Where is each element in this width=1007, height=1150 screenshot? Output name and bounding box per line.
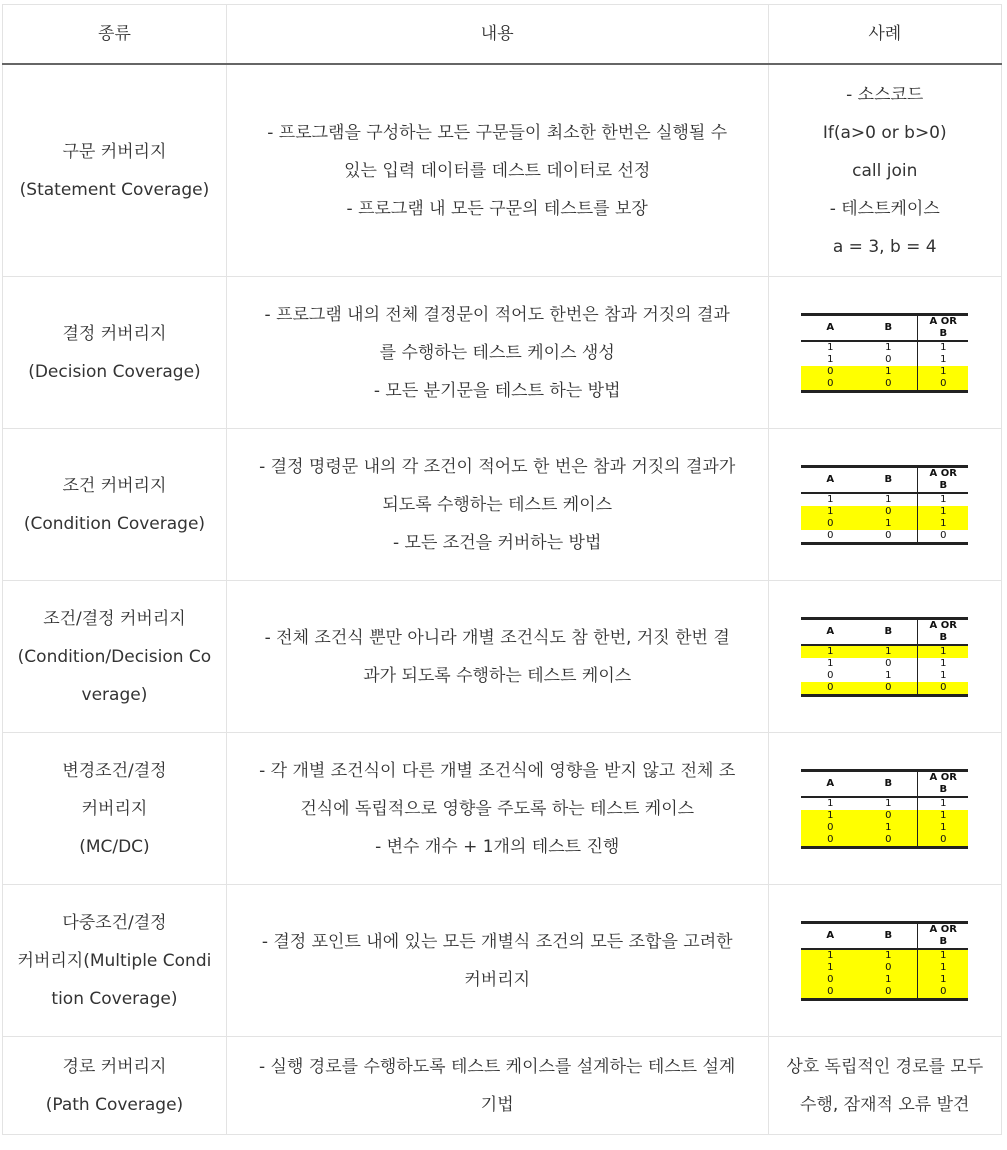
kind-line: (Condition/Decision Co	[17, 646, 212, 667]
truth-table-image	[779, 617, 992, 697]
truth-table-cell: 1	[885, 341, 892, 353]
content-line: - 모든 조건을 커버하는 방법	[392, 532, 602, 553]
example-line: 수행, 잠재적 오류 발견	[800, 1094, 970, 1115]
truth-table-cell: 1	[918, 354, 969, 366]
content-line: 있는 입력 데이터를 데스트 데이터로 선정	[344, 160, 651, 181]
truth-table-cell: 0	[859, 986, 918, 1000]
example-cell	[768, 277, 1002, 429]
truth-table-cell: 0	[885, 657, 892, 669]
truth-table	[801, 921, 968, 1001]
kind-line: (MC/DC)	[79, 836, 150, 857]
content-line: - 전체 조건식 뿐만 아니라 개별 조건식도 참 한번, 거짓 한번 결	[264, 627, 730, 648]
truth-table-cell: 1	[885, 493, 892, 505]
truth-table-cell: 1	[918, 658, 969, 670]
truth-table-row	[801, 949, 968, 962]
example-cell	[768, 1037, 1002, 1135]
example-line: 상호 독립적인 경로를 모두	[786, 1056, 984, 1077]
truth-table-row	[801, 378, 968, 392]
example-cell	[768, 581, 1002, 733]
table-row	[3, 885, 1002, 1037]
kind-line: 경로 커버리지	[62, 1056, 167, 1077]
content-line: 건식에 독립적으로 영향을 주도록 하는 테스트 케이스	[300, 798, 695, 819]
truth-table-cell: 0	[801, 518, 859, 530]
content-line: 를 수행하는 테스트 케이스 생성	[379, 342, 615, 363]
content-line: - 결정 명령문 내의 각 조건이 적어도 한 번은 참과 거짓의 결과가	[259, 456, 736, 477]
truth-table-row	[801, 986, 968, 1000]
truth-table-cell: 0	[801, 682, 859, 696]
kind-cell	[3, 581, 227, 733]
truth-table-cell: 1	[918, 645, 969, 658]
kind-line: 커버리지	[81, 798, 148, 819]
kind-line: tion Coverage)	[51, 988, 178, 1009]
truth-table-cell: 1	[918, 341, 969, 354]
truth-table-cell: 1	[859, 518, 918, 530]
truth-table-row	[801, 530, 968, 544]
truth-table-header: A OR B	[918, 618, 969, 645]
truth-table-cell: 1	[918, 506, 969, 518]
example-cell	[768, 733, 1002, 885]
truth-table-header: B	[859, 618, 918, 645]
truth-table-image	[779, 465, 992, 545]
content-cell	[226, 885, 768, 1037]
kind-line: 커버리지(Multiple Condi	[17, 950, 212, 971]
kind-line: 구문 커버리지	[62, 141, 167, 162]
truth-table-row	[801, 645, 968, 658]
truth-table-row	[801, 658, 968, 670]
truth-table-cell: 1	[827, 657, 834, 669]
truth-table-cell: 1	[918, 366, 969, 378]
truth-table-row	[801, 341, 968, 354]
truth-table-cell: 1	[918, 962, 969, 974]
truth-table-cell: 0	[801, 974, 859, 986]
truth-table-row	[801, 354, 968, 366]
truth-table-cell: 0	[859, 530, 918, 544]
truth-table-cell: 1	[918, 974, 969, 986]
truth-table-cell: 1	[859, 645, 918, 658]
truth-table-cell: 1	[827, 353, 834, 365]
truth-table-cell: 0	[918, 834, 969, 848]
truth-table-cell: 1	[918, 518, 969, 530]
truth-table-cell: 0	[801, 822, 859, 834]
truth-table-image	[779, 313, 992, 393]
example-line: - 소스코드	[846, 84, 924, 105]
truth-table-cell: 1	[827, 341, 834, 353]
example-line: call join	[852, 160, 918, 181]
kind-cell	[3, 1037, 227, 1135]
table-row	[3, 581, 1002, 733]
content-line: 되도록 수행하는 테스트 케이스	[382, 494, 613, 515]
example-line: - 테스트케이스	[829, 198, 940, 219]
truth-table-cell: 1	[801, 949, 859, 962]
content-cell	[226, 429, 768, 581]
truth-table-header: A	[801, 922, 859, 949]
truth-table-cell: 1	[801, 506, 859, 518]
truth-table-cell: 1	[859, 974, 918, 986]
content-cell	[226, 733, 768, 885]
truth-table-row	[801, 974, 968, 986]
truth-table-header: A	[801, 770, 859, 797]
kind-line: 조건 커버리지	[62, 475, 167, 496]
truth-table-cell: 1	[859, 366, 918, 378]
truth-table-cell: 1	[885, 797, 892, 809]
kind-line: verage)	[81, 684, 148, 705]
truth-table-cell: 1	[918, 493, 969, 506]
truth-table-cell: 1	[801, 962, 859, 974]
header-kind: 종류	[3, 5, 227, 65]
truth-table-header: B	[859, 314, 918, 341]
truth-table-row	[801, 834, 968, 848]
truth-table-cell: 1	[918, 822, 969, 834]
kind-line: (Path Coverage)	[45, 1094, 184, 1115]
content-cell	[226, 581, 768, 733]
kind-line: 변경조건/결정	[62, 760, 167, 781]
truth-table-cell: 1	[885, 669, 892, 681]
truth-table-cell: 0	[918, 682, 969, 696]
truth-table-row	[801, 797, 968, 810]
content-cell	[226, 277, 768, 429]
content-line: 기법	[480, 1094, 514, 1115]
content-cell	[226, 1037, 768, 1135]
truth-table-cell: 0	[827, 669, 834, 681]
truth-table-row	[801, 518, 968, 530]
table-row	[3, 64, 1002, 277]
truth-table-cell: 0	[801, 366, 859, 378]
table-row	[3, 277, 1002, 429]
example-cell	[768, 64, 1002, 277]
truth-table-image	[779, 921, 992, 1001]
truth-table	[801, 313, 968, 393]
truth-table-row	[801, 682, 968, 696]
truth-table-cell: 1	[918, 949, 969, 962]
kind-line: 조건/결정 커버리지	[43, 608, 186, 629]
truth-table-cell: 1	[918, 810, 969, 822]
truth-table-header: A OR B	[918, 922, 969, 949]
truth-table-cell: 0	[918, 530, 969, 544]
truth-table-cell: 0	[918, 986, 969, 1000]
truth-table-header: A OR B	[918, 770, 969, 797]
content-line: 과가 되도록 수행하는 테스트 케이스	[363, 665, 632, 686]
content-line: - 모든 분기문을 테스트 하는 방법	[373, 380, 621, 401]
truth-table-row	[801, 962, 968, 974]
kind-cell	[3, 64, 227, 277]
truth-table-cell: 1	[859, 949, 918, 962]
example-cell	[768, 429, 1002, 581]
truth-table-cell: 0	[859, 506, 918, 518]
truth-table-header: B	[859, 466, 918, 493]
truth-table-cell: 1	[859, 822, 918, 834]
kind-cell	[3, 277, 227, 429]
truth-table-cell: 0	[801, 530, 859, 544]
truth-table-cell: 0	[859, 810, 918, 822]
truth-table-row	[801, 366, 968, 378]
kind-cell	[3, 733, 227, 885]
content-line: 커버리지	[464, 969, 531, 990]
truth-table-cell: 0	[885, 353, 892, 365]
truth-table-cell: 0	[801, 986, 859, 1000]
truth-table-cell: 1	[801, 645, 859, 658]
header-example: 사례	[768, 5, 1002, 65]
truth-table-row	[801, 670, 968, 682]
truth-table-cell: 0	[859, 682, 918, 696]
content-cell	[226, 64, 768, 277]
truth-table-row	[801, 493, 968, 506]
kind-line: (Condition Coverage)	[23, 513, 206, 534]
kind-line: 결정 커버리지	[62, 323, 167, 344]
content-line: - 프로그램을 구성하는 모든 구문들이 최소한 한번은 실행될 수	[267, 122, 728, 143]
header-content: 내용	[226, 5, 768, 65]
table-row	[3, 429, 1002, 581]
truth-table-header: A OR B	[918, 314, 969, 341]
content-line: - 변수 개수 + 1개의 테스트 진행	[375, 836, 620, 857]
truth-table-cell: 0	[801, 834, 859, 848]
example-line: a = 3, b = 4	[832, 236, 937, 257]
truth-table-cell: 0	[918, 378, 969, 392]
content-line: - 결정 포인트 내에 있는 모든 개별식 조건의 모든 조합을 고려한	[261, 931, 733, 952]
truth-table	[801, 617, 968, 697]
truth-table-cell: 0	[859, 378, 918, 392]
kind-cell	[3, 429, 227, 581]
table-row	[3, 1037, 1002, 1135]
truth-table-header: B	[859, 770, 918, 797]
truth-table	[801, 769, 968, 849]
truth-table-header: A	[801, 466, 859, 493]
content-line: - 프로그램 내의 전체 결정문이 적어도 한번은 참과 거짓의 결과	[264, 304, 730, 325]
truth-table-cell: 1	[918, 670, 969, 682]
content-line: - 프로그램 내 모든 구문의 테스트를 보장	[346, 198, 648, 219]
header-row	[3, 5, 1002, 65]
truth-table-header: A	[801, 314, 859, 341]
example-cell	[768, 885, 1002, 1037]
content-line: - 각 개별 조건식이 다른 개별 조건식에 영향을 받지 않고 전체 조	[259, 760, 736, 781]
truth-table-cell: 0	[801, 378, 859, 392]
truth-table-header: A	[801, 618, 859, 645]
truth-table-image	[779, 769, 992, 849]
truth-table-cell: 0	[859, 962, 918, 974]
truth-table-cell: 1	[801, 810, 859, 822]
truth-table-cell: 0	[859, 834, 918, 848]
truth-table-header: B	[859, 922, 918, 949]
kind-line: 다중조건/결정	[62, 912, 167, 933]
truth-table-cell: 1	[827, 493, 834, 505]
kind-cell	[3, 885, 227, 1037]
kind-line: (Statement Coverage)	[19, 179, 210, 200]
content-line: - 실행 경로를 수행하도록 테스트 케이스를 설계하는 테스트 설계	[259, 1056, 736, 1077]
truth-table-cell: 1	[827, 797, 834, 809]
truth-table-row	[801, 810, 968, 822]
truth-table-header: A OR B	[918, 466, 969, 493]
example-line: If(a>0 or b>0)	[822, 122, 947, 143]
table-row	[3, 733, 1002, 885]
truth-table	[801, 465, 968, 545]
coverage-table	[2, 4, 1002, 1135]
truth-table-row	[801, 822, 968, 834]
kind-line: (Decision Coverage)	[28, 361, 201, 382]
truth-table-row	[801, 506, 968, 518]
truth-table-cell: 1	[918, 797, 969, 810]
